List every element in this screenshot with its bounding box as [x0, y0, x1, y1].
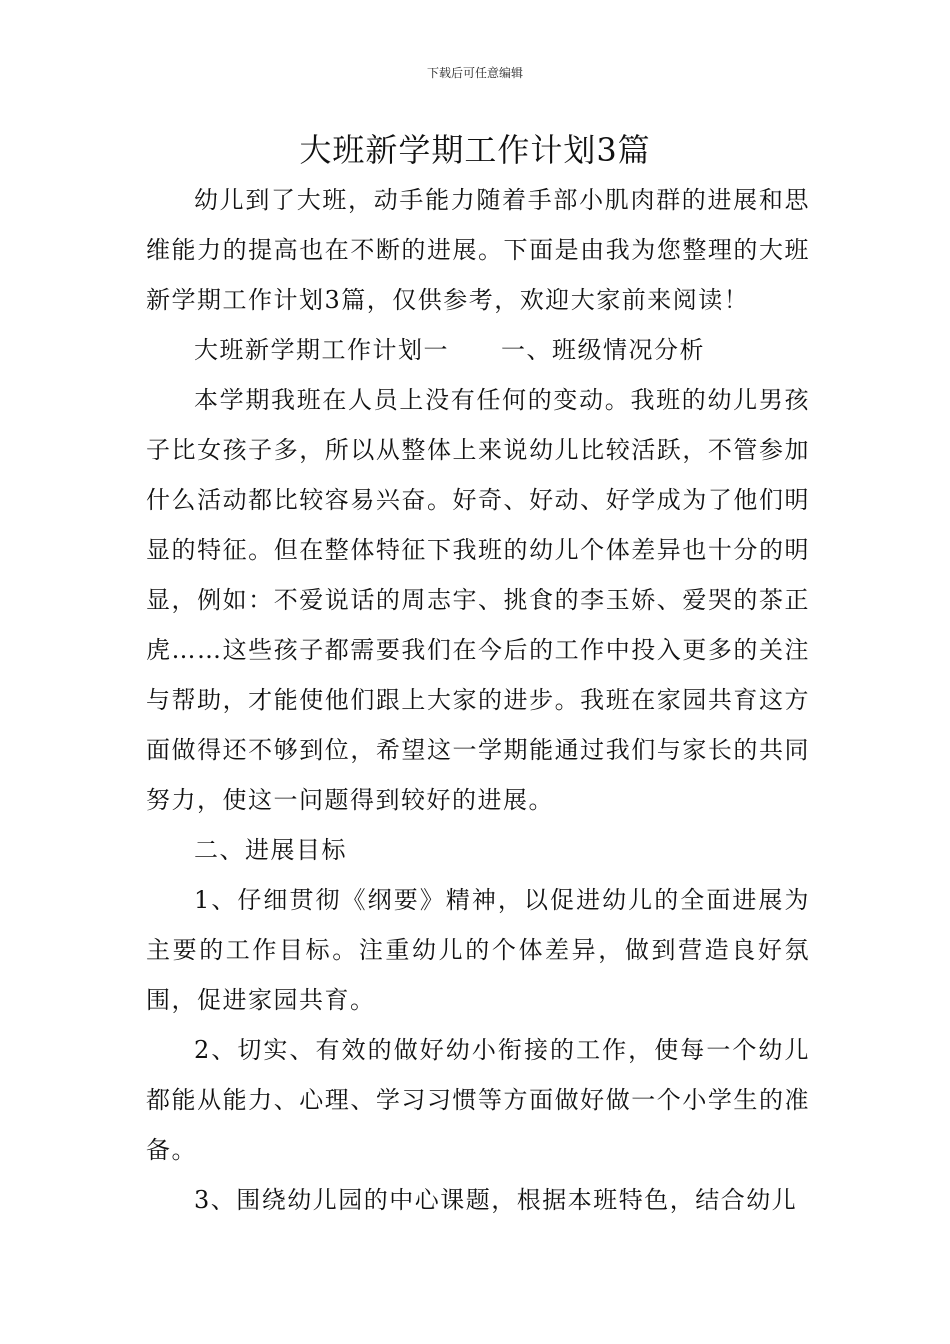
goal-paragraph-3: 3、围绕幼儿园的中心课题，根据本班特色，结合幼儿: [194, 1186, 798, 1214]
document-title: 大班新学期工作计划3篇: [299, 131, 651, 169]
plan-heading-line: [146, 325, 810, 375]
document-body: [146, 175, 810, 1225]
section2-heading: 二、进展目标: [194, 836, 347, 864]
plan-heading: 大班新学期工作计划一: [194, 336, 449, 364]
section1-paragraph: 本学期我班在人员上没有任何的变动。我班的幼儿男孩子比女孩子多，所以从整体上来说幼儿比较活跃，不管参加什么活动都比较容易兴奋。好奇、好动、好学成为了他们明显的特征。但在整体特征下我班的幼儿个体差异也十分的明显，例如：不爱说话的周志宇、挑食的李玉娇、爱哭的茶正虎……这些孩子都需要我们在今后的工作中投入更多的关注与帮助，才能使他们跟上大家的进步。我班在家园共育这方面做得还不够到位，希望这一学期能通过我们与家长的共同努力，使这一问题得到较好的进展。: [146, 386, 810, 814]
intro-paragraph: 幼儿到了大班，动手能力随着手部小肌肉群的进展和思维能力的提高也在不断的进展。下面是由我为您整理的大班新学期工作计划3篇，仅供参考，欢迎大家前来阅读！: [146, 186, 810, 314]
section1-heading: 一、班级情况分析: [501, 336, 705, 364]
goal-paragraph-1: 1、仔细贯彻《纲要》精神，以促进幼儿的全面进展为主要的工作目标。注重幼儿的个体差异，做到营造良好氛围，促进家园共育。: [146, 886, 810, 1014]
header-note: 下载后可任意编辑: [426, 66, 523, 80]
goal-paragraph-2: 2、切实、有效的做好幼小衔接的工作，使每一个幼儿都能从能力、心理、学习习惯等方面做好做一个小学生的准备。: [146, 1036, 810, 1164]
